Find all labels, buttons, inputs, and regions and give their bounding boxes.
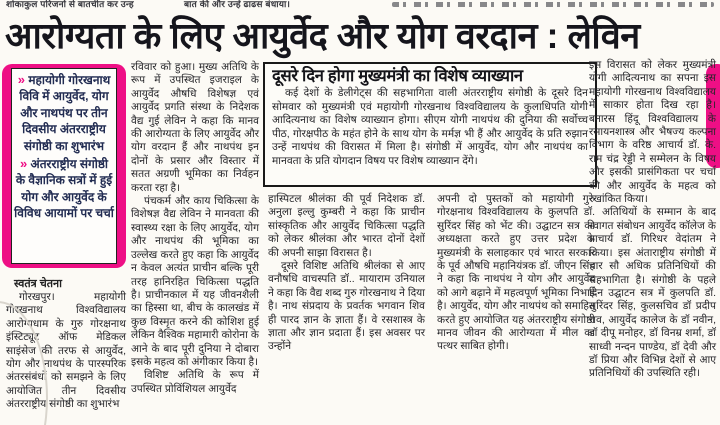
highlight-box-inner	[11, 68, 117, 264]
paragraph: कई देशों के डेलीगेट्स की सहभागिता वाली अंतरराष्ट्रीय संगोष्ठी के दूसरे दिन सोमवार को मुख्यमंत्री एवं महायोगी गोरखनाथ विश्वविद्यालय के कुलाधिपति योगी आदित्यनाथ का विशेष व्याख्यान होगा। सीएम योगी नाथपंथ की दुनिया की सर्वोच्च पीठ, गोरक्षपीठ के महंत होने के साथ योग के मर्मज्ञ भी हैं और आयुर्वेद के प्रति रुझान उन्हें नाथपंथ की विरासत में मिला है। संगोष्ठी में आयुर्वेद, योग और नाथपंथ का मानवता के प्रति योगदान विषय पर विशेष व्याख्यान देंगे।	[272, 87, 588, 167]
inset-box-title: दूसरे दिन होगा मुख्यमंत्री का विशेष व्याख्यान	[272, 67, 523, 85]
paragraph: विशिष्ट अतिथि के रूप में उपस्थित प्रोविंशियल आयुर्वेद	[131, 369, 259, 395]
top-strip-fragment-mid: बात की और उन्हें ढाढस बंधाया।	[184, 0, 291, 9]
top-strip-cropped-glyphs	[392, 2, 714, 7]
chevron-bullet-icon: »	[17, 72, 25, 87]
body-column-2	[131, 61, 259, 396]
paragraph: अपनी दो पुस्तकों को महायोगी गुरु गोरक्षनाथ विश्वविद्यालय के कुलपति डॉ. सुरिंदर सिंह को भेंट की। उद्घाटन सत्र की अध्यक्षता करते हुए उत्तर प्रदेश के मुख्यमंत्री के सलाहकार एवं भारत सरकार के पूर्व औषधि महानियंत्रक डॉ. जीएन सिंह ने कहा कि नाथपंथ ने योग और आयुर्वेद को आगे बढ़ाने में महत्वपूर्ण भूमिका निभाई है। आयुर्वेद, योग और नाथपंथ को समाहित करते हुए आयोजित यह अंतरराष्ट्रीय संगोष्ठी मानव जीवन की आरोग्यता में मील का पत्थर साबित होगी।	[437, 193, 595, 353]
highlight-item	[14, 72, 114, 154]
article-headline: आरोग्यता के लिए आयुर्वेद और योग वरदान : लेविन	[5, 15, 640, 56]
top-strip-fragment-left: शोकाकुल परिजनों से बातचीत कर उन्ह	[6, 0, 134, 9]
paragraph: रविवार को हुआ। मुख्य अतिथि के रूप में उपस्थित इजराइल के आयुर्वेद औषधि विशेषज्ञ एवं आयुर्वेद प्रगति संस्था के निदेशक वैद्य गुई लेविन ने कहा कि मानव की आरोग्यता के लिए आयुर्वेद और योग वरदान हैं और नाथपंथ इन दोनों के प्रसार और विस्तार में सतत अग्रणी भूमिका का निर्वहन करता रहा है।	[131, 61, 259, 194]
body-column-5	[589, 59, 716, 381]
paragraph: इस विरासत को लेकर मुख्यमंत्री योगी आदित्यनाथ का सपना इस महायोगी गोरखनाथ विश्वविद्यालय में साकार होता दिख रहा है। बनारस हिंदू विश्वविद्यालय के रसायनशास्त्र और भैषज्य कल्पना विभाग के वरिष्ठ आचार्य डॉ. के. राम चंद्र रेड्डी ने सम्मेलन के विषय और इसकी प्रासंगिकता पर चर्चा की और आयुर्वेद के महत्व को रेखांकित किया।	[589, 59, 716, 206]
paragraph: अतिथियों के सम्मान के बाद स्वागत संबोधन आयुर्वेद कॉलेज के प्राचार्य डॉ. गिरिधर वेदांतम ने किया। इस अंताराष्ट्रीय संगोष्ठी में चार सौ अधिक प्रतिनिधियों की सहभागिता है। संगोष्ठी के पहले दिन उद्घाटन सत्र में कुलपति डॉ. सुरिंदर सिंह, कुलसचिव डॉ प्रदीप राव, आयुर्वेद कालेज के डॉ नवीन, डॉ दीपू मनोहर, डॉ विनम्र शर्मा, डॉ साध्वी नन्दन पाण्डेय, डॉ देवी और डॉ प्रिया और विभिन्न देशों से आए प्रतिनिधियों की उपस्थिति रही।	[589, 206, 716, 380]
paragraph: गोरखपुर। महायोगी गोरखनाथ विश्वविद्यालय आरोग्यधाम के गुरु गोरक्षनाथ इंस्टिट्यूट ऑफ मेडिकल साइंसेज की तरफ से आयुर्वेद, योग और नाथपंथ के पारस्परिक अंतरसंबंधों को समझने के लिए आयोजित तीन दिवसीय अंतरराष्ट्रीय संगोष्ठी का शुभारंभ	[6, 291, 126, 411]
body-column-3	[268, 193, 425, 354]
paragraph: दूसरे विशिष्ट अतिथि श्रीलंका से आए वनौषधि वाचस्पति डॉ.. मायाराम उनियाल ने कहा कि वैद्य शब्द गुरु गोरखनाथ ने दिया है। नाथ संप्रदाय के प्रवर्तक भगवान शिव ही पारद ज्ञान के ज्ञाता हैं। वे रसशास्त्र के ज्ञाता और ज्ञान प्रदाता हैं। इस अवसर पर उन्होंने	[268, 260, 425, 353]
top-cropped-strip	[0, 0, 720, 12]
highlight-item-text: अंतरराष्ट्रीय संगोष्ठी के वैज्ञानिक सत्रों में हुई योग और आयुर्वेद के विविध आयामों पर चर्चा	[14, 157, 114, 221]
inset-news-box	[263, 62, 597, 187]
inset-box-body	[272, 87, 588, 169]
highlight-item-text: महायोगी गोरखनाथ विवि में आयुर्वेद, योग और नाथपंथ पर तीन दिवसीय अंतरराष्ट्रीय संगोष्ठी का शुभारंभ	[19, 73, 111, 153]
newspaper-byline: स्वतंत्र चेतना	[14, 278, 63, 290]
highlight-item	[14, 156, 114, 222]
highlight-box	[2, 64, 126, 268]
paragraph: पंचकर्म और काय चिकित्सा के विशेषज्ञ वैद्य लेविन ने मानवता की स्वास्थ्य रक्षा के लिए आयुर्वेद, योग और नाथपंथ की भूमिका का उल्लेख करते हुए कहा कि आयुर्वेद न केवल अत्यंत प्राचीन बल्कि पूरी तरह हानिरहित चिकित्सा पद्धति है। प्राचीनकाल में यह जीवनशैली का हिस्सा था, बीच के कालखंड में कुछ विस्मृत करने की कोशिश हुई लेकिन वैश्विक महामारी कोरोना के आने के बाद पूरी दुनिया ने दोबारा इसके महत्व को अंगीकार किया है।	[131, 195, 259, 368]
body-column-4	[437, 193, 595, 354]
paragraph: हास्पिटल श्रीलंका की पूर्व निदेशक डॉ. अनुला इल्लु कुम्बरी ने कहा कि प्राचीन सांस्कृतिक और आयुर्वेद चिकित्सा पद्धति को लेकर श्रीलंका और भारत दोनों देशों की अपनी साझा विरासत है।	[268, 193, 425, 259]
chevron-bullet-icon: »	[19, 156, 28, 172]
